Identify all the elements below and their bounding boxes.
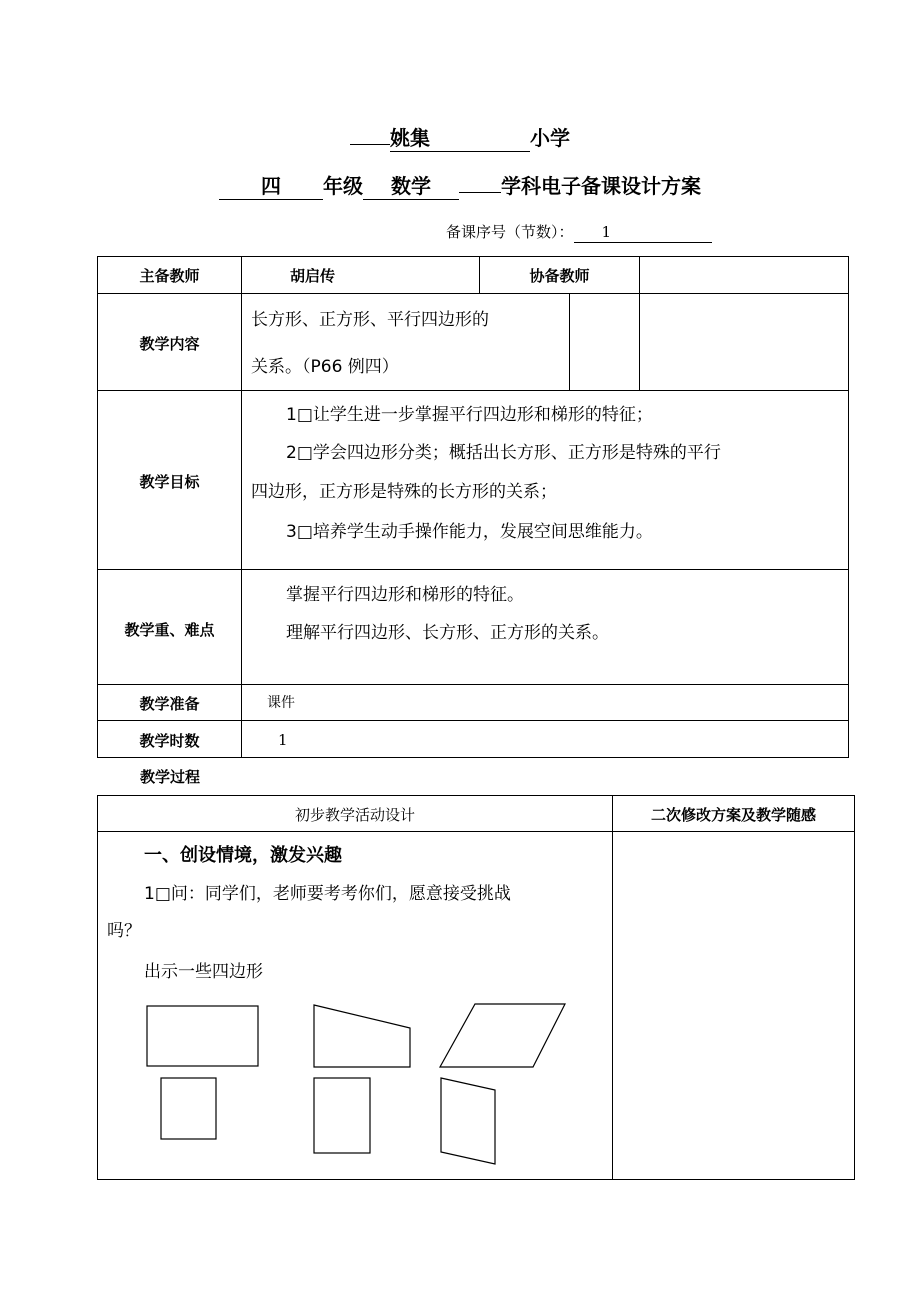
- rectangle-shape: [147, 1006, 258, 1066]
- question-line-1: 1□问：同学们，老师要考考你们，愿意接受挑战: [144, 884, 511, 904]
- seq-value: 1: [574, 222, 712, 243]
- hours-value: 1: [278, 731, 288, 749]
- hours-label: 教学时数: [139, 732, 200, 750]
- col1-header: 初步教学活动设计: [294, 806, 415, 824]
- lead-teacher-label: 主备教师: [139, 267, 200, 285]
- goal-3: 3□培养学生动手操作能力，发展空间思维能力。: [286, 522, 653, 542]
- plan-label: 学科电子备课设计方案: [501, 174, 701, 198]
- goals-label: 教学目标: [139, 473, 200, 491]
- school-name: 姚集: [390, 125, 530, 152]
- show-shapes-text: 出示一些四边形: [144, 962, 263, 982]
- assist-teacher-label: 协备教师: [529, 267, 590, 285]
- tall-rectangle-shape: [314, 1078, 370, 1153]
- content-line-1: 长方形、正方形、平行四边形的: [251, 310, 489, 330]
- quadrilateral-figures: [140, 1000, 580, 1170]
- square-shape: [161, 1078, 216, 1139]
- goal-2a: 2□学会四边形分类；概括出长方形、正方形是特殊的平行: [286, 443, 721, 463]
- grade-value: 四: [219, 173, 323, 200]
- trapezoid-shape: [314, 1005, 410, 1067]
- seq-label: 备课序号（节数）：: [446, 223, 574, 241]
- process-section-label: 教学过程: [140, 768, 201, 786]
- step-title: 一、创设情境，激发兴趣: [144, 845, 342, 866]
- school-suffix: 小学: [530, 126, 570, 150]
- parallelogram-shape: [440, 1004, 565, 1067]
- slanted-quadrilateral-shape: [441, 1078, 495, 1164]
- prep-label: 教学准备: [139, 695, 200, 713]
- subject-value: 数学: [363, 173, 459, 200]
- content-label: 教学内容: [139, 335, 200, 353]
- key-points-label: 教学重、难点: [124, 621, 215, 639]
- plan-title: [0, 170, 920, 200]
- col2-header: 二次修改方案及教学随感: [650, 806, 816, 824]
- lesson-seq: [446, 221, 712, 243]
- school-title: [0, 122, 920, 152]
- goal-2b: 四边形，正方形是特殊的长方形的关系；: [251, 482, 557, 502]
- grade-label: 年级: [323, 174, 363, 198]
- goal-1: 1□让学生进一步掌握平行四边形和梯形的特征；: [286, 405, 653, 425]
- prep-value: 课件: [267, 695, 295, 711]
- question-line-2: 吗？: [107, 921, 141, 941]
- content-line-2: 关系。（P66 例四）: [251, 357, 399, 377]
- key-point-1: 掌握平行四边形和梯形的特征。: [286, 585, 524, 605]
- lead-teacher-name: 胡启传: [290, 267, 336, 285]
- key-point-2: 理解平行四边形、长方形、正方形的关系。: [286, 623, 609, 643]
